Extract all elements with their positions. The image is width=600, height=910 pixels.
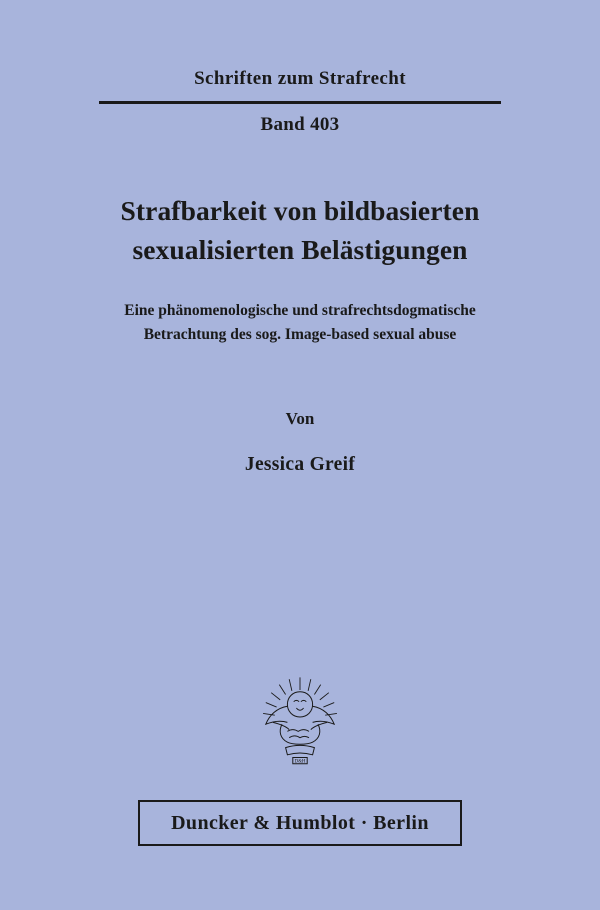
duncker-humblot-eagle-logo (246, 672, 354, 780)
title-line-2: sexualisierten Belästigungen (132, 234, 468, 266)
page-title (60, 191, 540, 269)
title-line-1: Strafbarkeit von bildbasierten (120, 195, 480, 226)
series-title: Schriften zum Strafrecht (194, 68, 406, 89)
author-label: Von (285, 409, 315, 429)
subtitle-line-1: Eine phänomenologische und strafrechtsdogmatische (124, 302, 476, 320)
svg-text:D&H: D&H (294, 759, 306, 765)
publisher-logo-container (0, 672, 600, 780)
subtitle-line-2: Betrachtung des sog. Image-based sexual abuse (143, 326, 457, 344)
publisher-name: Duncker & Humblot · Berlin (171, 811, 429, 834)
author-name: Jessica Greif (244, 454, 356, 476)
volume-number: Band 403 (260, 114, 340, 135)
publisher-box (138, 800, 462, 846)
title-divider-rule (99, 101, 501, 104)
subtitle (65, 299, 535, 347)
